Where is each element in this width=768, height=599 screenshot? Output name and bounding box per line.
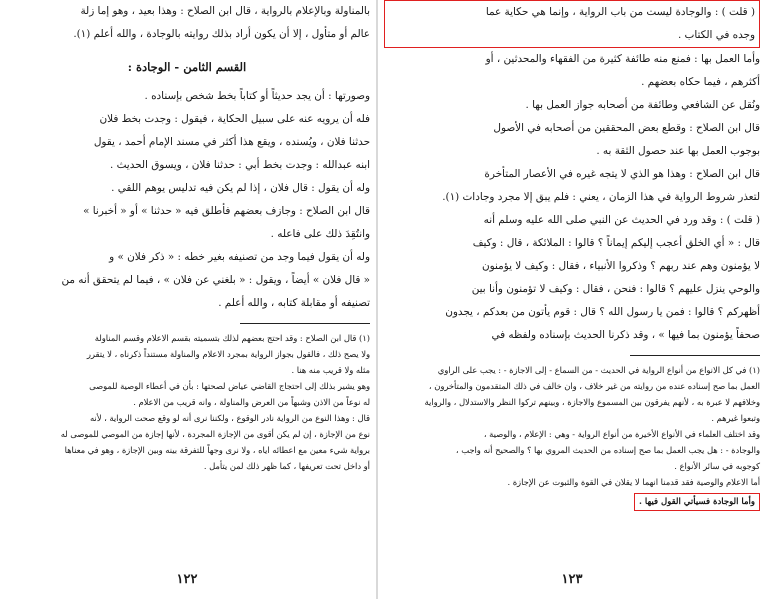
right-footnotes	[384, 362, 760, 513]
text-line: قال ابن الصلاح : وقطع بعض المحققين من أصحابه في الأصول	[493, 122, 760, 134]
text-line: تصنيفه أو مقابلة كتابه ، والله أعلم .	[218, 297, 370, 309]
left-top-text	[4, 0, 370, 46]
text-line: ابنه عبدالله : وجدت بخط أبي : حدثنا فلان ، ويسوق الحديث .	[110, 159, 370, 171]
page-number: ١٢٣	[561, 572, 583, 587]
text-line: أظهركم ؟ قالوا : فمن يا رسول الله ؟ قال : قوم يأتون من بعدكم ، يجدون	[445, 306, 760, 318]
text-line: وجده في الكتاب .	[677, 29, 755, 41]
text-line: بوجوب العمل بها عند حصول الثقة به .	[596, 145, 760, 157]
text-line: قال ابن الصلاح : وهذا هو الذي لا يتجه غيره في الأعصار المتأخرة	[484, 168, 760, 180]
footnote-highlight-box: وأما الوجادة فسيأتي القول فيها .	[634, 493, 760, 511]
footnote-line: ولا يصح ذلك ، فالقول بجواز الرواية بمجرد الاعلام والمناولة مستنداً ذكرناه ، لا يتقرر	[86, 349, 370, 359]
footnote-line: وهو يشير بذلك إلى احتجاج القاضي عياض لصحتها : بأن في أعطاء الوصية للموصى	[89, 381, 370, 391]
right-body	[384, 48, 760, 347]
text-line: وصورتها : أن يجد حديثاً أو كتاباً بخط شخص بإسناده .	[144, 90, 370, 102]
page-number: ١٢٢	[176, 572, 198, 587]
text-line: ( قلت ) : وقد ورد في الحديث عن النبي صلى الله عليه وسلم أنه	[483, 214, 760, 226]
footnote-line: له نوعاً من الاذن وشبهاً من العرض والمناولة ، وانه قريب من الاعلام .	[133, 397, 370, 407]
text-line: « قال فلان » أيضاً ، ويقول : « بلغني عن فلان » ، فيما لم يتحقق أنه من	[61, 274, 370, 286]
footnote-line: كوجوبه في سائر الأنواع .	[674, 461, 760, 471]
right-page	[384, 0, 760, 599]
footnote-divider	[630, 355, 760, 356]
footnote-line: العمل بما صح إسناده عنده من روايته من غير خلاف ، وان خالف في ذلك المتقدمون والمتأخرون ،	[428, 381, 760, 391]
text-line: وأما العمل بها : فمنع منه طائفة كثيرة من الفقهاء والمحدثين ، أو	[485, 53, 760, 65]
text-line: بالمناولة وبالإعلام بالرواية ، قال ابن الصلاح : وهذا بعيد ، وهو إما زلة	[80, 5, 370, 17]
footnote-line: وخلافهم لا عبرة به ، لأنهم يفرقون بين المسموع والاجازة ، وبينهم تركوا النظر والاستدلال ، والرواية	[424, 397, 760, 407]
footnote-line: قال : وهذا النوع من الرواية نادر الوقوع ، ولكننا نرى أنه لو وقع صحت الرواية ، لأنه	[89, 413, 370, 423]
footnote-line: وتبعوا غيرهم .	[711, 413, 760, 423]
footnote-line: والوجادة - : هل يجب العمل بما صح إسناده من الحديث المروي بها ؟ والصحيح أنه واجب ،	[455, 445, 760, 455]
footnote-line: (١) قال ابن الصلاح : وقد احتج بعضهم لذلك بتسميته بقسم الاعلام وقسم المناولة	[94, 333, 370, 343]
footnote-divider	[240, 323, 370, 324]
footnote-line: برواية شيء معين مع اعطائه اياه ، ولا نرى وجهاً للتفرقة بينه وبين الإجازة ، وهو في معناها	[64, 445, 370, 455]
footnote-line: مثله ولا قريب منه هنا .	[291, 365, 370, 375]
left-body	[4, 85, 370, 315]
footnote-line: أو داخل تحت تعريفها ، كما ظهر ذلك لمن يتأمل .	[203, 461, 370, 471]
text-line: صحفاً يؤمنون بما فيها » ، وقد ذكرنا الحديث بإسناده ولفظه في	[491, 329, 760, 341]
footnote-line: نوع من الإجازة ، إن لم يكن أقوى من الإجازة المجردة ، لأنها إجازة من الموصي للموصى له	[60, 429, 370, 439]
text-line: عالم أو متأول ، إلا أن يكون أراد بذلك روايته بالوجادة ، والله أعلم (١).	[73, 28, 370, 40]
section-heading: القسم الثامن - الوجادة :	[127, 60, 247, 74]
highlight-box	[384, 0, 760, 48]
text-line: وانتُقِدَ ذلك على فاعله .	[270, 228, 370, 240]
text-line: لا يؤمنون وهم عند ربهم ؟ وذكروا الأنبياء ، فقال : وكيف لا يؤمنون	[482, 260, 760, 272]
text-line: لتعذر شروط الرواية في هذا الزمان ، يعني : فلم يبق إلا مجرد وجادات (١).	[442, 191, 760, 203]
text-line: ونُقل عن الشافعي وطائفة من أصحابه جواز العمل بها .	[525, 99, 760, 111]
text-line: أكثرهم ، فيما حكاه بعضهم .	[641, 76, 760, 88]
left-footnotes	[4, 330, 370, 474]
text-line: حدثنا فلان ، ويُسنده ، ويقع هذا أكثر في مسند الإمام أحمد ، يقول	[93, 136, 370, 148]
footnote-line: وقد اختلف العلماء في الأنواع الأخيرة من أنواع الرواية - وهي : الإعلام ، والوصية ،	[483, 429, 760, 439]
text-line: فله أن يرويه عنه على سبيل الحكاية ، فيقول : وجدت بخط فلان	[99, 113, 370, 125]
text-line: ( قلت ) : والوجادة ليست من باب الرواية ، وإنما هي حكاية عما	[485, 6, 755, 18]
text-line: وله أن يقول : قال فلان ، إذا لم يكن فيه تدليس يوهم اللقي .	[111, 182, 370, 194]
footnote-line: (١) في كل الانواع من أنواع الرواية في الحديث - من السماع - إلى الاجازة - : يجب على الراوي	[437, 365, 760, 375]
text-line: وله أن يقول فيما وجد من تصنيفه بغير خطه : « ذكر فلان » و	[109, 251, 370, 263]
left-page	[4, 0, 370, 599]
text-line: قال : « أي الخلق أعجب إليكم إيماناً ؟ قالوا : الملائكة ، قال : وكيف	[472, 237, 760, 249]
footnote-line: أما الاعلام والوصية فقد قدمنا انهما لا يقلان في القوة والثبوت عن الإجازة .	[507, 477, 760, 487]
text-line: والوحي ينزل عليهم ؟ قالوا : فنحن ، فقال : وكيف لا تؤمنون وأنا بين	[471, 283, 760, 295]
book-gutter	[376, 0, 378, 599]
text-line: قال ابن الصلاح : وجازف بعضهم فأطلق فيه « حدثنا » أو « أخبرنا »	[83, 205, 370, 217]
